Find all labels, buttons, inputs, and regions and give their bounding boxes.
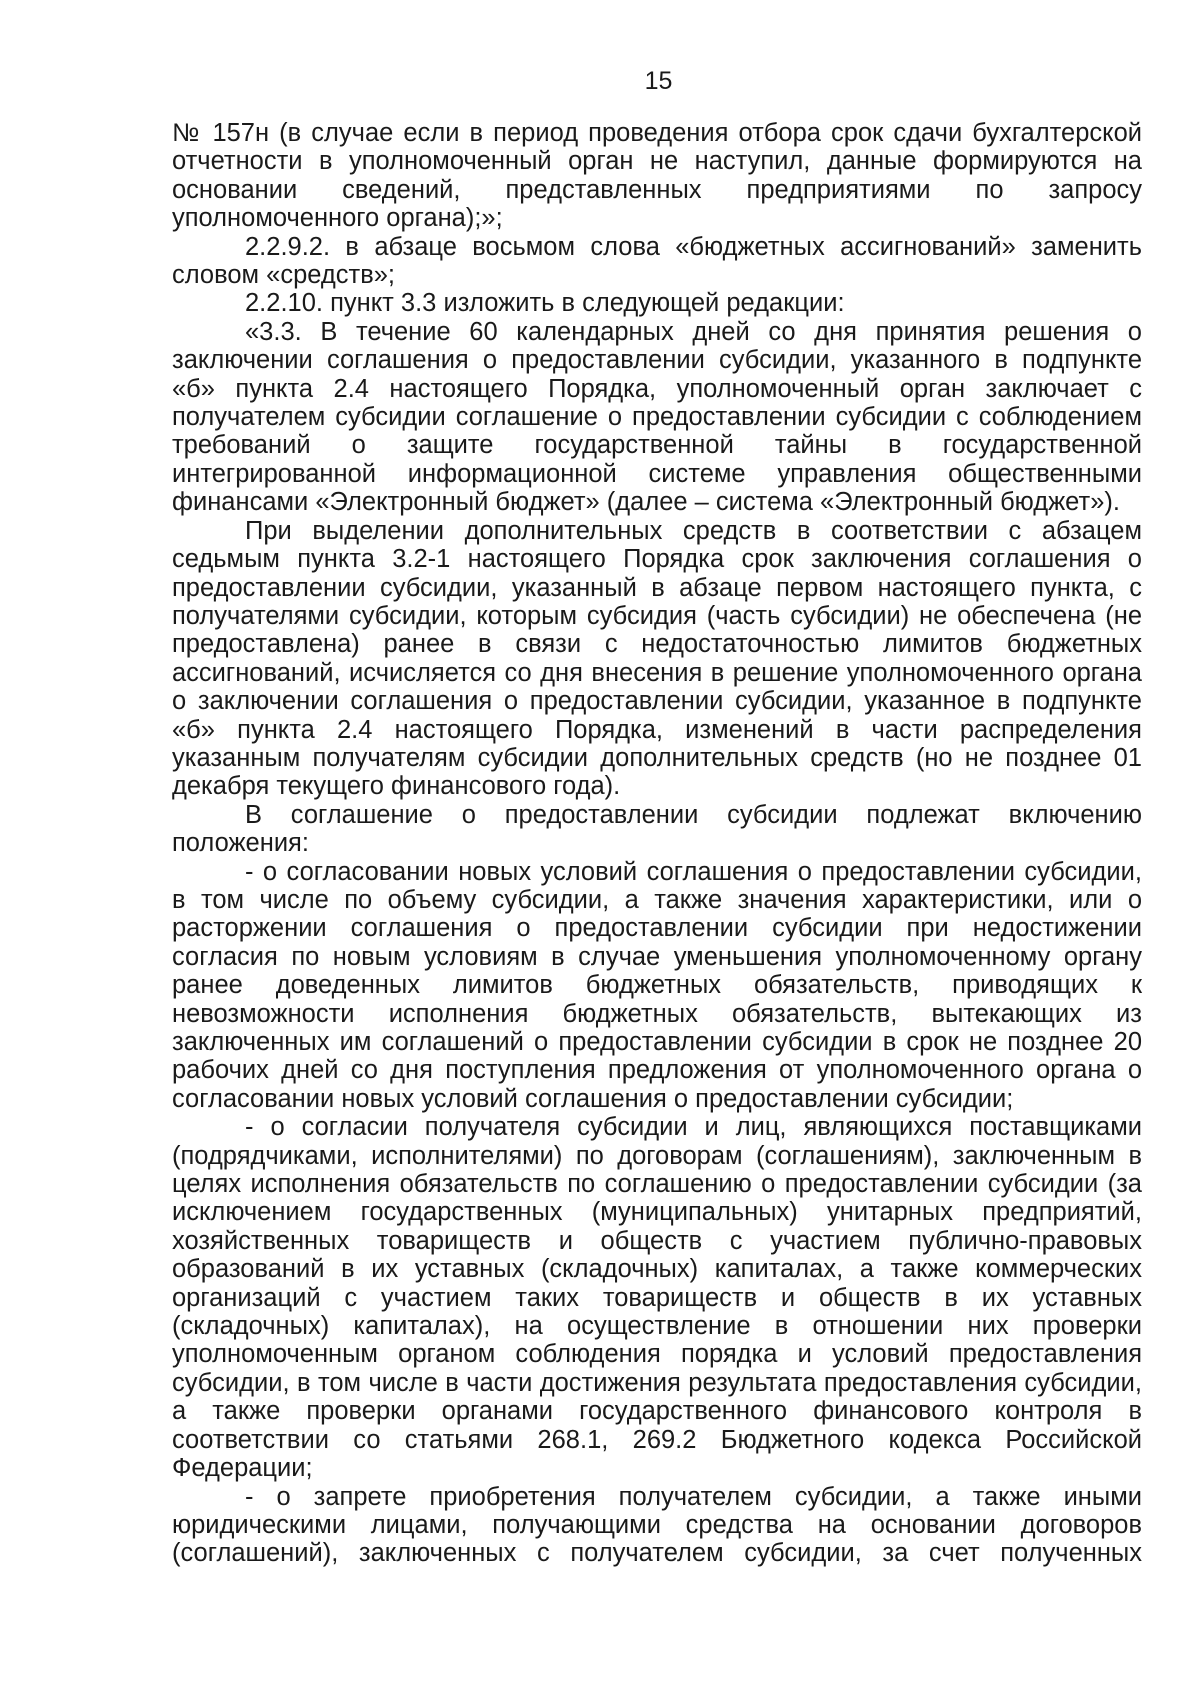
list-item-prohibition: - о запрете приобретения получателем субсидии, а также иными юридическими лицами, получающими средства на основании договоров (соглашений), заключенных с получателем субсидии, за счет полученных — [172, 1482, 1142, 1568]
paragraph-agreement-provisions: В соглашение о предоставлении субсидии подлежат включению положения: — [172, 800, 1142, 858]
paragraph-additional-funds: При выделении дополнительных средств в соответствии с абзацем седьмым пункта 3.2-1 настоящего Порядка срок заключения соглашения о предоставлении субсидии, указанный в абзаце первом настоящего пункта, с получателями субсидии, которым субсидия (часть субсидии) не обеспечена (не предоставлена) ранее в связи с недостаточностью лимитов бюджетных ассигнований, исчисляется со дня внесения в решение уполномоченного органа о заключении соглашения о предоставлении субсидии, указанное в подпункте «б» пункта 2.4 настоящего Порядка, изменений в части распределения указанным получателям субсидии дополнительных средств (но не позднее 01 декабря текущего финансового года). — [172, 516, 1142, 801]
list-item-new-conditions: - о согласовании новых условий соглашения о предоставлении субсидии, в том числе по объему субсидии, а также значения характеристики, или о расторжении соглашения о предоставлении субсидии при недостижении согласия по новым условиям в случае уменьшения уполномоченному органу ранее доведенных лимитов бюджетных обязательств, приводящих к невозможности исполнения бюджетных обязательств, вытекающих из заключенных им соглашений о предоставлении субсидии в срок не позднее 20 рабочих дней со дня поступления предложения от уполномоченного органа о согласовании новых условий соглашения о предоставлении субсидии; — [172, 857, 1142, 1113]
list-item-consent-to-inspection: - о согласии получателя субсидии и лиц, являющихся поставщиками (подрядчиками, исполнителями) по договорам (соглашениям), заключенным в целях исполнения обязательств по соглашению о предоставлении субсидии (за исключением государственных (муниципальных) унитарных предприятий, хозяйственных товариществ и обществ с участием публично-правовых образований в их уставных (складочных) капиталах, а также коммерческих организаций с участием таких товариществ и обществ в их уставных (складочных) капиталах), на осуществление в отношении них проверки уполномоченным органом соблюдения порядка и условий предоставления субсидии, в том числе в части достижения результата предоставления субсидии, а также проверки органами государственного финансового контроля в соответствии со статьями 268.1, 269.2 Бюджетного кодекса Российской Федерации; — [172, 1113, 1142, 1483]
document-body — [172, 119, 1142, 1568]
paragraph-continuation: № 157н (в случае если в период проведения отбора срок сдачи бухгалтерской отчетности в уполномоченный орган не наступил, данные формируются на основании сведений, представленных предприятиями по запросу уполномоченного органа);»; — [172, 119, 1142, 233]
paragraph-2-2-10: 2.2.10. пункт 3.3 изложить в следующей редакции: — [245, 289, 845, 318]
paragraph-3-3: «3.3. В течение 60 календарных дней со дня принятия решения о заключении соглашения о предоставлении субсидии, указанного в подпункте «б» пункта 2.4 настоящего Порядка, уполномоченный орган заключает с получателем субсидии соглашение о предоставлении субсидии с соблюдением требований о защите государственной тайны в государственной интегрированной информационной системе управления общественными финансами «Электронный бюджет» (далее – система «Электронный бюджет»). — [172, 317, 1142, 517]
page-number: 15 — [644, 67, 673, 95]
paragraph-2-2-9-2: 2.2.9.2. в абзаце восьмом слова «бюджетных ассигнований» заменить словом «средств»; — [172, 232, 1142, 290]
